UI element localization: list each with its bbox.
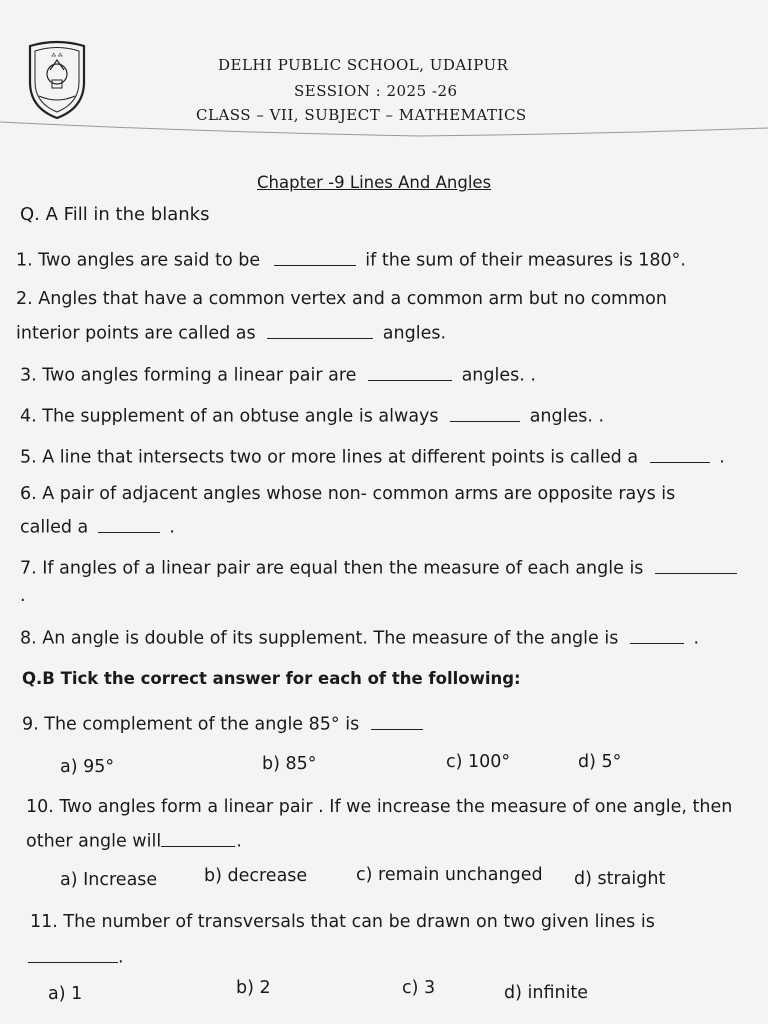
question-8 [20, 625, 699, 649]
question-7-period: . [20, 586, 26, 606]
question-5-text: 5. A line that intersects two or more lines at different points is called a [20, 447, 639, 468]
question-3-text: 3. Two angles forming a linear pair are [20, 365, 357, 386]
q11-option-b[interactable]: b) 2 [236, 978, 271, 998]
answer-blank-10 [161, 828, 235, 847]
q9-option-c[interactable]: c) 100° [446, 752, 511, 772]
q11-option-a[interactable]: a) 1 [48, 984, 83, 1004]
q11-option-d[interactable]: d) infinite [504, 983, 589, 1003]
question-1 [16, 247, 686, 271]
section-b-title: Q.B Tick the correct answer for each of the following: [22, 669, 521, 688]
question-11-text-after: . [118, 947, 124, 968]
q10-option-d[interactable]: d) straight [574, 869, 666, 889]
answer-blank-8 [630, 625, 684, 644]
question-1-text: 1. Two angles are said to be [16, 250, 261, 271]
school-name: DELHI PUBLIC SCHOOL, UDAIPUR [218, 56, 509, 74]
answer-blank-3 [368, 362, 452, 381]
question-3 [20, 362, 536, 386]
question-9-text: 9. The complement of the angle 85° is [22, 714, 360, 735]
question-7 [20, 555, 737, 579]
question-4-text: 4. The supplement of an obtuse angle is always [20, 406, 439, 427]
q9-option-d[interactable]: d) 5° [578, 752, 622, 772]
answer-blank-6 [98, 514, 160, 533]
q9-option-a[interactable]: a) 95° [60, 757, 115, 777]
answer-blank-4 [450, 403, 520, 422]
answer-blank-7 [655, 555, 737, 574]
question-5 [20, 444, 725, 468]
question-1-text-after: if the sum of their measures is 180°. [365, 250, 686, 271]
question-6-text: called a [20, 517, 89, 538]
question-10-line1: 10. Two angles form a linear pair . If we increase the measure of one angle, then [26, 797, 733, 817]
school-crest-icon [22, 40, 92, 120]
svg-text:⁂ ⁂: ⁂ ⁂ [51, 53, 63, 59]
question-11: 11. The number of transversals that can be drawn on two given lines is [30, 912, 655, 932]
answer-blank-1 [274, 247, 356, 266]
question-7-text: 7. If angles of a linear pair are equal then the measure of each angle is [20, 558, 644, 579]
q10-option-c[interactable]: c) remain unchanged [356, 865, 543, 885]
q10-option-a[interactable]: a) Increase [60, 870, 158, 890]
question-2-line1: 2. Angles that have a common vertex and a common arm but no common [16, 289, 667, 309]
section-a-title: Q. A Fill in the blanks [20, 204, 210, 225]
question-2-text-after: angles. [382, 323, 447, 344]
question-4 [20, 403, 604, 427]
q11-option-c[interactable]: c) 3 [402, 978, 436, 998]
question-2-text: interior points are called as [16, 323, 256, 344]
question-10-line2 [26, 828, 242, 852]
question-8-text-after: . [693, 628, 700, 649]
q9-option-b[interactable]: b) 85° [262, 754, 317, 774]
class-subject-label: CLASS – VII, SUBJECT – MATHEMATICS [196, 106, 527, 124]
question-6-line1: 6. A pair of adjacent angles whose non- common arms are opposite rays is [20, 484, 676, 504]
question-10-text: other angle will [26, 831, 162, 852]
question-10-text-after: . [236, 831, 242, 852]
chapter-title: Chapter -9 Lines And Angles [257, 173, 492, 192]
session-label: SESSION : 2025 -26 [294, 82, 458, 100]
question-3-text-after: angles. . [461, 365, 536, 386]
header-divider [0, 118, 768, 158]
question-4-text-after: angles. . [529, 406, 605, 427]
question-11-blank-line [28, 944, 124, 968]
question-9 [22, 711, 423, 735]
question-6-line2 [20, 514, 175, 538]
question-6-text-after: . [169, 517, 175, 538]
answer-blank-11 [28, 944, 118, 963]
answer-blank-9 [371, 711, 423, 730]
question-5-text-after: . [719, 447, 725, 468]
question-8-text: 8. An angle is double of its supplement. The measure of the angle is [20, 628, 619, 649]
q10-option-b[interactable]: b) decrease [204, 866, 308, 886]
answer-blank-5 [650, 444, 710, 463]
answer-blank-2 [267, 320, 373, 339]
question-2-line2 [16, 320, 446, 344]
